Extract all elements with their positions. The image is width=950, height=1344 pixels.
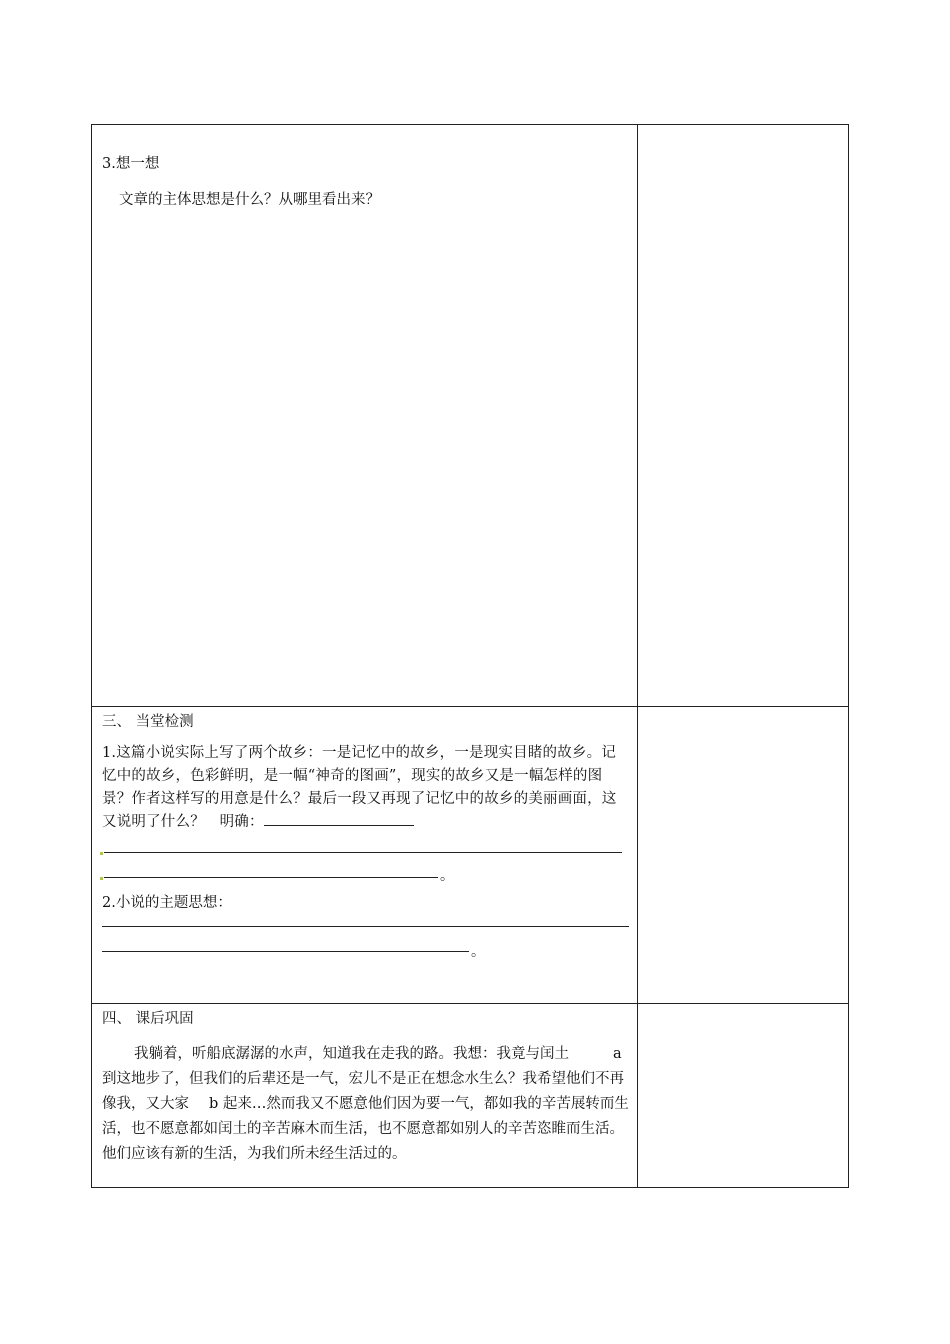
anchor-mark (100, 877, 103, 880)
consolidate-title: 四、 课后巩固 (102, 1011, 194, 1027)
row-think (92, 125, 849, 707)
passage-part-1: 我躺着，听船底潺潺的水声，知道我在走我的路。我想：我竟与闰土 (134, 1046, 569, 1062)
notes-cell-2[interactable] (638, 707, 849, 1004)
answer-line-1c[interactable] (102, 861, 629, 884)
passage-part-2: 到这地步了，但我们的后辈还是一气，宏儿不是正在想念水生么？我希望他们不再像我，又大家 (102, 1071, 624, 1112)
think-cell (92, 125, 638, 707)
reading-passage (102, 1042, 629, 1167)
blank-label-a: a (613, 1046, 622, 1062)
blank-label-b: b (209, 1096, 219, 1112)
answer-blank-2a[interactable] (102, 926, 629, 927)
consolidate-cell (92, 1004, 638, 1188)
think-question: 文章的主体思想是什么？从哪里看出来？ (119, 192, 380, 208)
worksheet (91, 124, 848, 1188)
answer-blank-1b[interactable] (104, 852, 622, 853)
answer-blank-1c[interactable] (104, 877, 438, 878)
check-question-1-text: 1.这篇小说实际上写了两个故乡：一是记忆中的故乡，一是现实目睹的故乡。记忆中的故乡，色彩鲜明，是一幅“神奇的图画”，现实的故乡又是一幅怎样的图景？作者这样写的用意是什么？最后一段又再现了记忆中的故乡的美丽画面，这又说明了什么？ 明确： (102, 745, 617, 830)
notes-cell-1[interactable] (638, 125, 849, 707)
answer-line-2a[interactable] (102, 914, 629, 939)
check-question-1 (102, 742, 629, 834)
answer-blank-1a[interactable] (264, 811, 414, 826)
notes-cell-3[interactable] (638, 1004, 849, 1188)
check-cell (92, 707, 638, 1004)
answer-1-end-mark: 。 (440, 868, 454, 884)
answer-line-2b[interactable] (102, 939, 629, 964)
passage-part-3: 起来…然而我又不愿意他们因为要一气，都如我的辛苦展转而生活，也不愿意都如闰土的辛苦麻木而生活，也不愿意都如别人的辛苦恣睢而生活。他们应该有新的生活，为我们所未经生活过的。 (102, 1096, 629, 1162)
anchor-mark (100, 852, 103, 855)
answer-line-1b[interactable] (102, 836, 629, 859)
answer-2-end-mark: 。 (471, 944, 485, 960)
check-question-2: 2.小说的主题思想： (102, 895, 232, 911)
think-title: 3.想一想 (102, 156, 160, 172)
check-title: 三、 当堂检测 (102, 714, 194, 730)
row-check (92, 707, 849, 1004)
row-consolidate (92, 1004, 849, 1188)
worksheet-table (91, 124, 849, 1188)
answer-blank-2b[interactable] (102, 951, 469, 952)
